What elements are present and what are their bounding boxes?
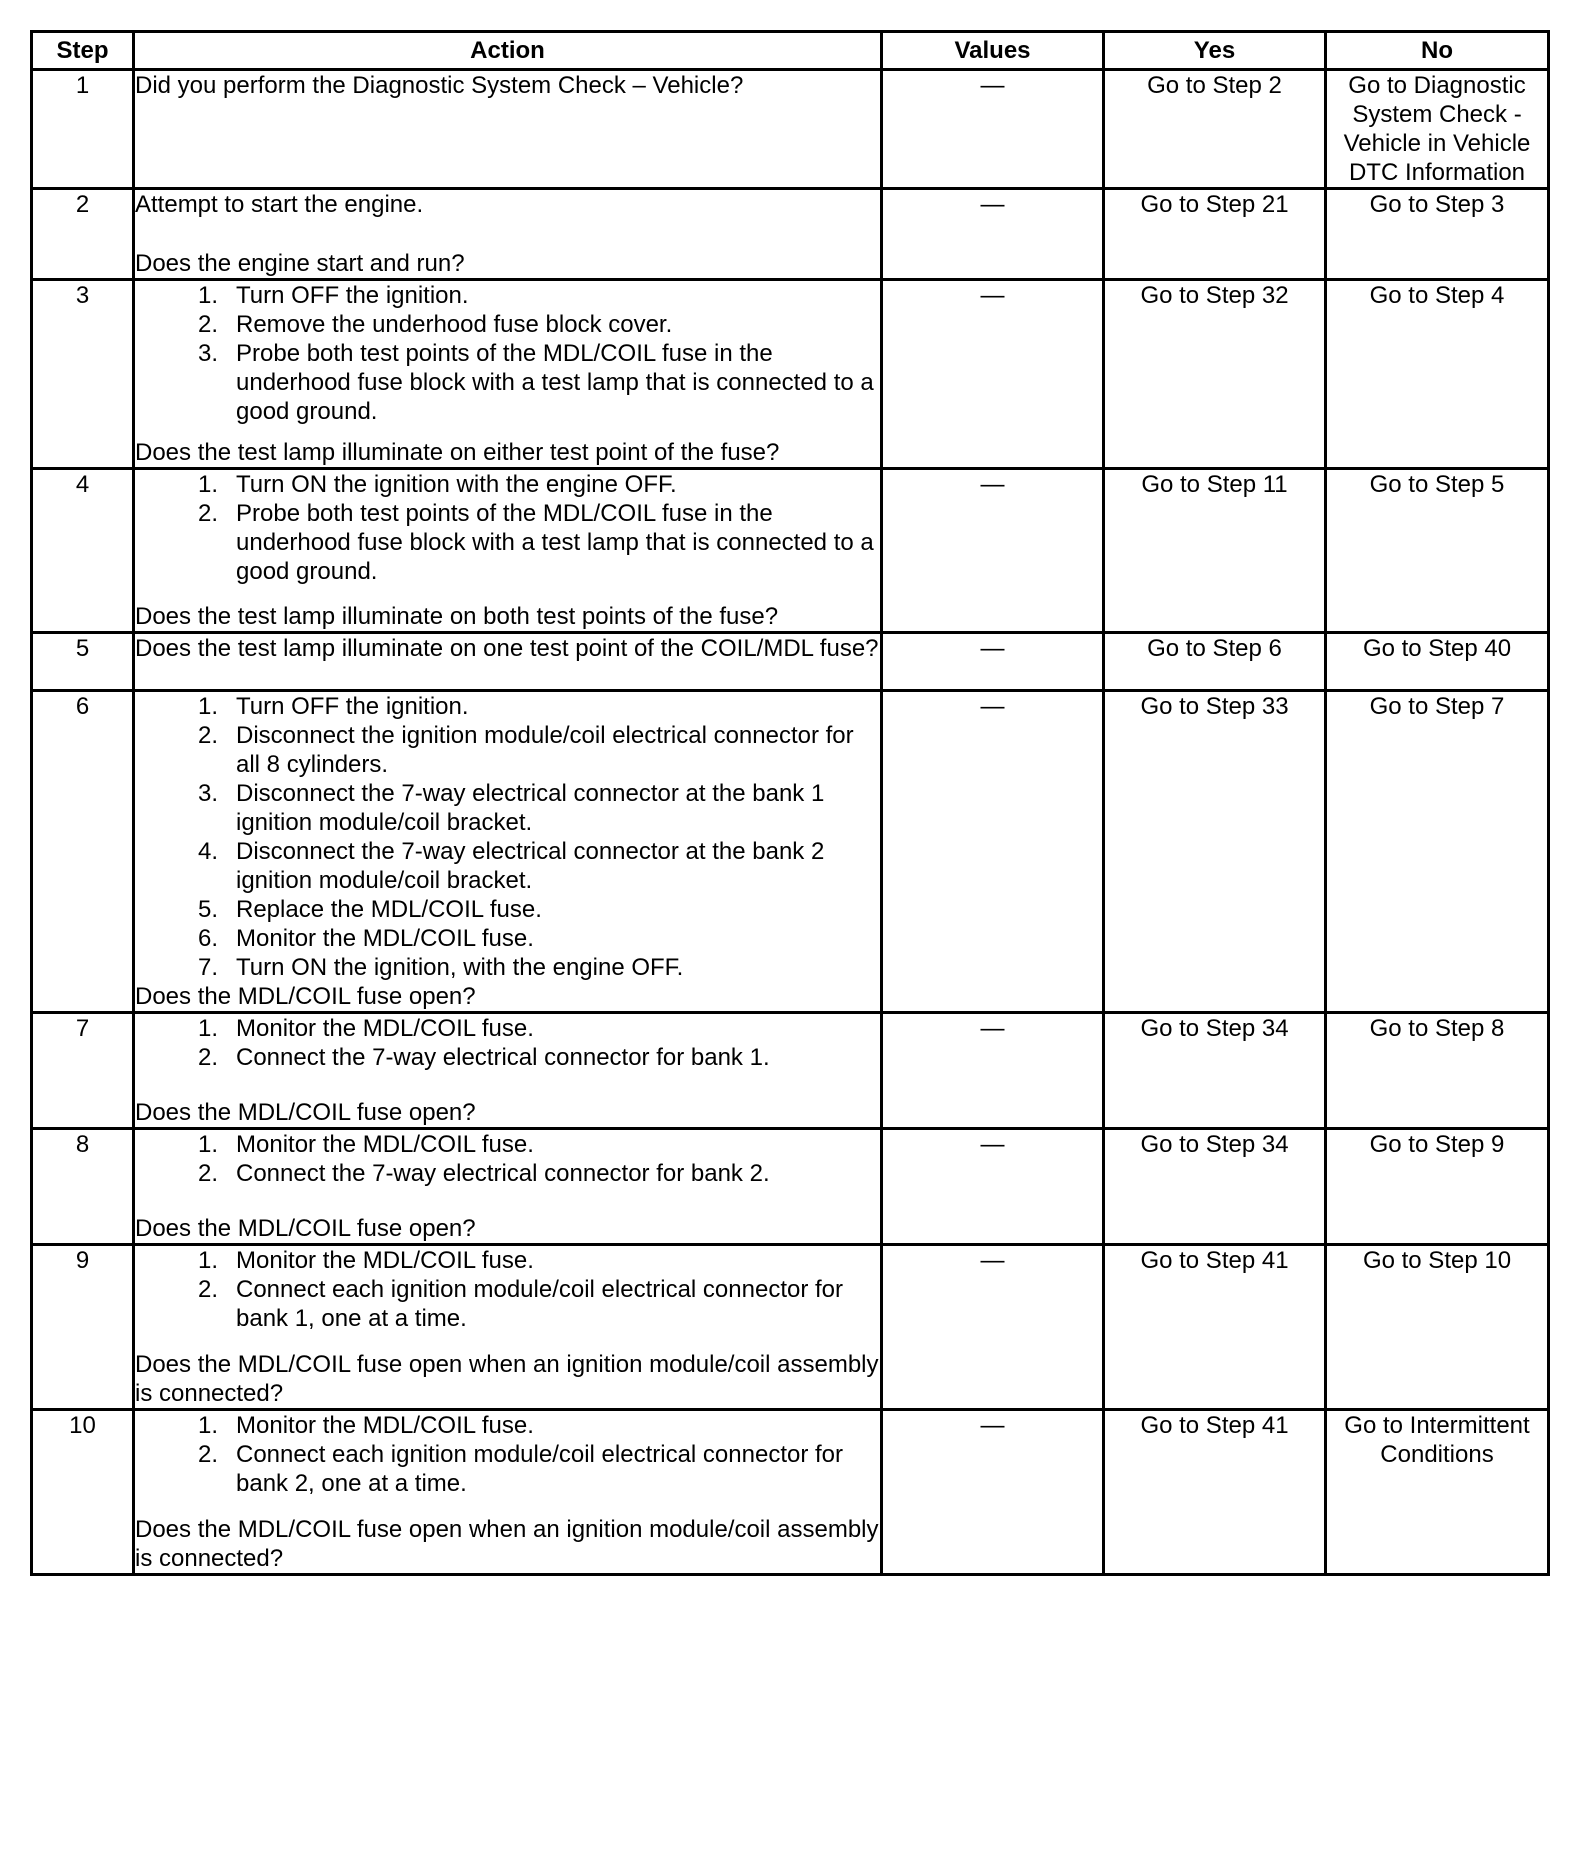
header-step: Step	[32, 32, 134, 70]
action-step-number: 3.	[197, 780, 218, 807]
action-step-number: 1.	[197, 1131, 218, 1158]
action-step-number: 1.	[197, 1015, 218, 1042]
action-steps	[135, 1014, 880, 1072]
action-step	[135, 499, 880, 586]
action-step-number: 2.	[197, 311, 218, 338]
action-step-number: 3.	[197, 340, 218, 367]
action-step-number: 2.	[197, 1044, 218, 1071]
action-steps	[135, 281, 880, 426]
header-row	[32, 32, 1549, 70]
action-cell	[134, 280, 882, 469]
action-top	[135, 1411, 880, 1498]
values-cell: —	[882, 1245, 1104, 1410]
action-question: Does the engine start and run?	[135, 250, 465, 277]
action-step	[135, 281, 880, 310]
action-step-number: 1.	[197, 471, 218, 498]
values-cell: —	[882, 1129, 1104, 1245]
action-top	[135, 190, 880, 219]
action-cell	[134, 469, 882, 633]
action-step-number: 2.	[197, 1276, 218, 1303]
action-step	[135, 310, 880, 339]
action-content	[135, 692, 880, 1011]
action-step-number: 6.	[197, 925, 218, 952]
step-number: 7	[32, 1013, 134, 1129]
action-step-number: 2.	[197, 500, 218, 527]
action-step-text: Turn ON the ignition with the engine OFF.	[236, 471, 677, 498]
action-content	[135, 470, 880, 631]
action-step	[135, 953, 880, 982]
yes-result: Go to Step 21	[1104, 189, 1326, 280]
values-cell: —	[882, 70, 1104, 189]
no-result: Go to Step 8	[1326, 1013, 1549, 1129]
yes-result: Go to Step 41	[1104, 1245, 1326, 1410]
yes-result: Go to Step 2	[1104, 70, 1326, 189]
values-cell: —	[882, 469, 1104, 633]
header-action: Action	[134, 32, 882, 70]
action-step-text: Disconnect the ignition module/coil electrical connector for all 8 cylinders.	[236, 722, 854, 778]
action-step-number: 5.	[197, 896, 218, 923]
action-question: Does the MDL/COIL fuse open when an ignition module/coil assembly is connected?	[135, 1351, 879, 1407]
action-step-text: Disconnect the 7-way electrical connector at the bank 2 ignition module/coil bracket.	[236, 838, 825, 894]
action-step	[135, 1440, 880, 1498]
action-step	[135, 1411, 880, 1440]
action-step	[135, 692, 880, 721]
action-step-number: 1.	[197, 1412, 218, 1439]
action-step-text: Replace the MDL/COIL fuse.	[236, 896, 542, 923]
action-top	[135, 71, 880, 100]
step-number: 10	[32, 1410, 134, 1575]
action-step	[135, 470, 880, 499]
no-result: Go to Step 10	[1326, 1245, 1549, 1410]
action-cell	[134, 691, 882, 1013]
action-content	[135, 634, 880, 689]
action-content	[135, 1130, 880, 1243]
action-content	[135, 281, 880, 467]
action-step	[135, 1014, 880, 1043]
step-number: 6	[32, 691, 134, 1013]
action-step-text: Monitor the MDL/COIL fuse.	[236, 1247, 534, 1274]
no-result: Go to Step 5	[1326, 469, 1549, 633]
action-top	[135, 692, 880, 982]
action-step-text: Probe both test points of the MDL/COIL fuse in the underhood fuse block with a test lamp that is connected to a good ground.	[236, 500, 874, 585]
table-row	[32, 1013, 1549, 1129]
step-number: 9	[32, 1245, 134, 1410]
action-steps	[135, 470, 880, 586]
action-question: Does the MDL/COIL fuse open when an ignition module/coil assembly is connected?	[135, 1516, 879, 1572]
step-number: 1	[32, 70, 134, 189]
table-row	[32, 1129, 1549, 1245]
action-step	[135, 1275, 880, 1333]
table-row	[32, 691, 1549, 1013]
action-intro: Does the test lamp illuminate on one test point of the COIL/MDL fuse?	[135, 635, 879, 662]
action-cell	[134, 70, 882, 189]
action-step-text: Monitor the MDL/COIL fuse.	[236, 1412, 534, 1439]
action-question: Does the test lamp illuminate on both test points of the fuse?	[135, 603, 779, 630]
action-step	[135, 339, 880, 426]
action-step-text: Turn OFF the ignition.	[236, 693, 469, 720]
header-yes: Yes	[1104, 32, 1326, 70]
action-step-text: Remove the underhood fuse block cover.	[236, 311, 673, 338]
step-number: 2	[32, 189, 134, 280]
action-content	[135, 1246, 880, 1408]
action-top	[135, 634, 880, 663]
values-cell: —	[882, 280, 1104, 469]
action-question: Does the MDL/COIL fuse open?	[135, 1099, 476, 1126]
action-step	[135, 1246, 880, 1275]
action-cell	[134, 1013, 882, 1129]
action-intro: Attempt to start the engine.	[135, 191, 424, 218]
action-step-text: Connect each ignition module/coil electrical connector for bank 1, one at a time.	[236, 1276, 843, 1332]
table-body	[32, 70, 1549, 1575]
action-cell	[134, 1410, 882, 1575]
action-step-text: Disconnect the 7-way electrical connector at the bank 1 ignition module/coil bracket.	[236, 780, 825, 836]
action-top	[135, 1130, 880, 1188]
action-step	[135, 895, 880, 924]
header-values: Values	[882, 32, 1104, 70]
action-cell	[134, 633, 882, 691]
action-steps	[135, 1246, 880, 1333]
no-result: Go to Intermittent Conditions	[1326, 1410, 1549, 1575]
table-row	[32, 280, 1549, 469]
yes-result: Go to Step 32	[1104, 280, 1326, 469]
action-content	[135, 1411, 880, 1573]
no-result: Go to Step 7	[1326, 691, 1549, 1013]
action-step-number: 1.	[197, 1247, 218, 1274]
action-step	[135, 1159, 880, 1188]
diagnostic-table	[30, 30, 1550, 1576]
table-row	[32, 70, 1549, 189]
action-question: Does the MDL/COIL fuse open?	[135, 983, 476, 1010]
action-step-text: Connect each ignition module/coil electrical connector for bank 2, one at a time.	[236, 1441, 843, 1497]
yes-result: Go to Step 34	[1104, 1013, 1326, 1129]
action-step-text: Monitor the MDL/COIL fuse.	[236, 925, 534, 952]
step-number: 3	[32, 280, 134, 469]
action-step-number: 2.	[197, 722, 218, 749]
step-number: 5	[32, 633, 134, 691]
action-step-number: 4.	[197, 838, 218, 865]
table-row	[32, 633, 1549, 691]
action-cell	[134, 189, 882, 280]
action-step-text: Monitor the MDL/COIL fuse.	[236, 1015, 534, 1042]
action-content	[135, 71, 880, 187]
action-step-text: Turn ON the ignition, with the engine OFF.	[236, 954, 684, 981]
action-content	[135, 190, 880, 278]
values-cell: —	[882, 1410, 1104, 1575]
yes-result: Go to Step 6	[1104, 633, 1326, 691]
step-number: 4	[32, 469, 134, 633]
values-cell: —	[882, 1013, 1104, 1129]
action-steps	[135, 1130, 880, 1188]
action-step	[135, 779, 880, 837]
action-cell	[134, 1245, 882, 1410]
values-cell: —	[882, 633, 1104, 691]
action-step-text: Connect the 7-way electrical connector for bank 2.	[236, 1160, 770, 1187]
table-row	[32, 189, 1549, 280]
step-number: 8	[32, 1129, 134, 1245]
action-steps	[135, 1411, 880, 1498]
action-intro: Did you perform the Diagnostic System Check – Vehicle?	[135, 72, 744, 99]
table-row	[32, 1245, 1549, 1410]
action-step-text: Turn OFF the ignition.	[236, 282, 469, 309]
action-question: Does the test lamp illuminate on either test point of the fuse?	[135, 439, 780, 466]
no-result: Go to Step 4	[1326, 280, 1549, 469]
header-no: No	[1326, 32, 1549, 70]
no-result: Go to Step 9	[1326, 1129, 1549, 1245]
action-step-number: 2.	[197, 1441, 218, 1468]
action-steps	[135, 692, 880, 982]
action-step-text: Probe both test points of the MDL/COIL fuse in the underhood fuse block with a test lamp that is connected to a good ground.	[236, 340, 874, 425]
yes-result: Go to Step 33	[1104, 691, 1326, 1013]
no-result: Go to Step 40	[1326, 633, 1549, 691]
action-content	[135, 1014, 880, 1127]
action-step	[135, 1130, 880, 1159]
action-cell	[134, 1129, 882, 1245]
action-step-text: Monitor the MDL/COIL fuse.	[236, 1131, 534, 1158]
values-cell: —	[882, 691, 1104, 1013]
action-step-text: Connect the 7-way electrical connector for bank 1.	[236, 1044, 770, 1071]
action-step	[135, 924, 880, 953]
no-result: Go to Diagnostic System Check - Vehicle in Vehicle DTC Information	[1326, 70, 1549, 189]
yes-result: Go to Step 34	[1104, 1129, 1326, 1245]
action-top	[135, 281, 880, 426]
action-top	[135, 1014, 880, 1072]
action-step-number: 1.	[197, 693, 218, 720]
table-row	[32, 469, 1549, 633]
yes-result: Go to Step 11	[1104, 469, 1326, 633]
action-step-number: 7.	[197, 954, 218, 981]
values-cell: —	[882, 189, 1104, 280]
action-step-number: 2.	[197, 1160, 218, 1187]
action-step	[135, 721, 880, 779]
action-step	[135, 837, 880, 895]
action-top	[135, 470, 880, 586]
action-top	[135, 1246, 880, 1333]
action-question: Does the MDL/COIL fuse open?	[135, 1215, 476, 1242]
no-result: Go to Step 3	[1326, 189, 1549, 280]
table-row	[32, 1410, 1549, 1575]
action-step	[135, 1043, 880, 1072]
yes-result: Go to Step 41	[1104, 1410, 1326, 1575]
action-step-number: 1.	[197, 282, 218, 309]
